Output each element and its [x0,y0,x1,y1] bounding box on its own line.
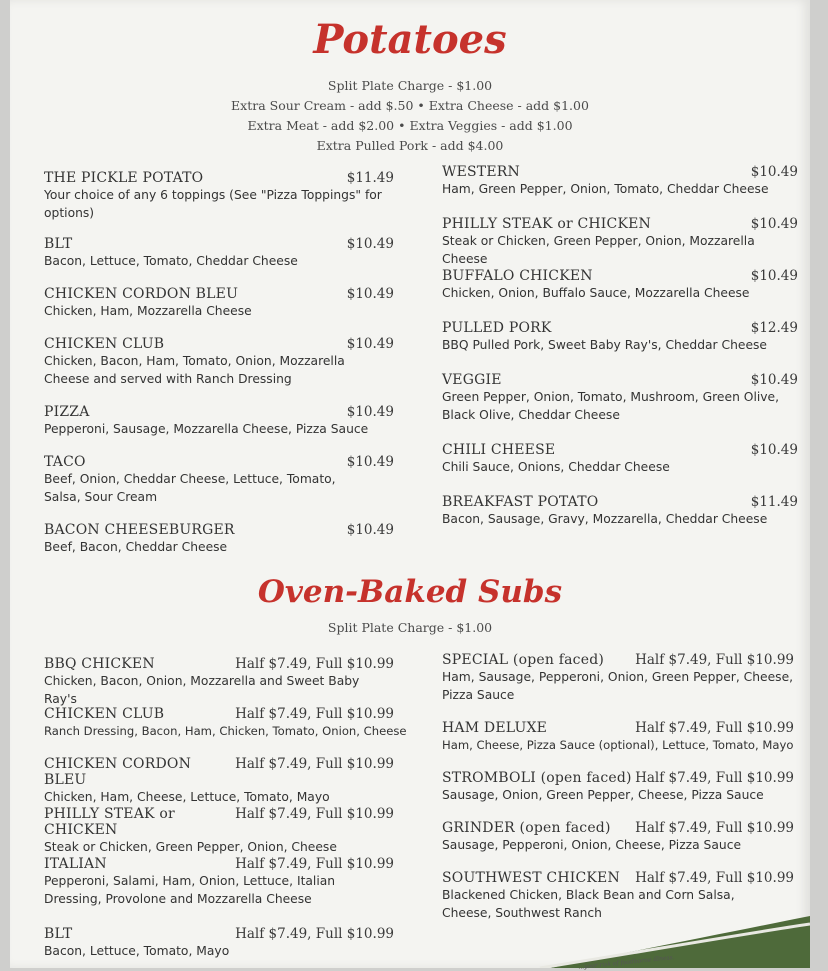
item-name: BBQ CHICKEN [44,656,155,672]
item-desc: Your choice of any 6 toppings (See "Pizza Toppings" for options) [44,188,382,220]
item-desc: Chicken, Ham, Cheese, Lettuce, Tomato, Mayo [44,790,330,804]
item-desc: Ranch Dressing, Bacon, Ham, Chicken, Tomato, Onion, Cheese [44,724,407,738]
item-price: $10.49 [346,236,394,252]
item-name: TACO [44,454,86,470]
item-price: $10.49 [346,286,394,302]
item-name: CHICKEN CORDON BLEU [44,756,192,788]
item-price: Half $7.49, Full $10.99 [235,806,394,822]
menu-item [44,454,394,516]
potatoes-note: Split Plate Charge - $1.00 [327,78,493,93]
item-desc: Beef, Onion, Cheddar Cheese, Lettuce, Tomato, Salsa, Sour Cream [44,472,336,504]
item-name: PIZZA [44,404,90,420]
item-name: THE PICKLE POTATO [44,170,204,186]
item-price: $10.49 [346,336,394,352]
menu-item [44,336,394,398]
item-name: STROMBOLI (open faced) [442,770,632,786]
item-desc: BBQ Pulled Pork, Sweet Baby Ray's, Cheddar Cheese [442,338,767,352]
item-name: BREAKFAST POTATO [442,494,599,510]
item-name: CHILI CHEESE [442,442,556,458]
item-name: GRINDER (open faced) [442,820,611,836]
menu-item [442,494,798,538]
menu-item [44,404,394,448]
menu-item [44,706,407,750]
menu-item [44,926,394,966]
item-price: $10.49 [750,372,798,388]
subs-left-column [44,656,407,966]
item-price: $10.49 [346,522,394,538]
potatoes-right-column [442,164,798,538]
item-name: CHICKEN CORDON BLEU [44,286,239,302]
subs-right-column [442,652,794,932]
menu-item [442,216,798,266]
item-price: Half $7.49, Full $10.99 [635,870,794,886]
item-price: $11.49 [750,494,798,510]
potatoes-note: Extra Meat - add $2.00 • Extra Veggies - add $1.00 [247,118,573,133]
menu-item [442,372,798,434]
item-desc: Sausage, Pepperoni, Onion, Cheese, Pizza Sauce [442,838,742,852]
potatoes-note: Extra Pulled Pork - add $4.00 [316,138,504,153]
item-price: Half $7.49, Full $10.99 [235,926,394,942]
menu-item [44,856,394,918]
item-name: PHILLY STEAK or CHICKEN [442,216,651,232]
item-name: VEGGIE [442,372,502,388]
item-desc: Chicken, Bacon, Ham, Tomato, Onion, Mozzarella Cheese and served with Ranch Dressing [44,354,345,386]
menu-item [442,164,798,208]
item-desc: Chicken, Bacon, Onion, Mozzarella and Sweet Baby Ray's [44,674,360,706]
item-name: BACON CHEESEBURGER [44,522,235,538]
item-name: CHICKEN CLUB [44,706,165,722]
item-price: Half $7.49, Full $10.99 [635,720,794,736]
item-desc: Bacon, Lettuce, Tomato, Mayo [44,944,230,958]
item-price: Half $7.49, Full $10.99 [635,820,794,836]
item-name: HAM DELUXE [442,720,548,736]
item-price: Half $7.49, Full $10.99 [235,856,394,872]
fine-print: ...your risk of foodborne illness. [578,953,676,971]
menu-item [44,236,394,280]
item-price: $10.49 [346,404,394,420]
item-price: Half $7.49, Full $10.99 [635,770,794,786]
item-name: ITALIAN [44,856,107,872]
item-name: SOUTHWEST CHICKEN [442,870,620,886]
item-desc: Blackened Chicken, Black Bean and Corn Salsa, Cheese, Southwest Ranch [442,888,735,920]
item-price: $10.49 [750,164,798,180]
item-name: CHICKEN CLUB [44,336,165,352]
menu-item [44,170,394,226]
item-name: WESTERN [442,164,520,180]
item-desc: Beef, Bacon, Cheddar Cheese [44,540,228,554]
item-name: BLT [44,926,73,942]
item-desc: Pepperoni, Salami, Ham, Onion, Lettuce, Italian Dressing, Provolone and Mozzarella Cheese [44,874,336,906]
item-name: BUFFALO CHICKEN [442,268,593,284]
item-desc: Ham, Green Pepper, Onion, Tomato, Cheddar Cheese [442,182,769,196]
menu-item [44,756,394,804]
item-price: Half $7.49, Full $10.99 [235,656,394,672]
item-desc: Chicken, Onion, Buffalo Sauce, Mozzarella Cheese [442,286,750,300]
item-price: $10.49 [346,454,394,470]
item-price: $12.49 [750,320,798,336]
item-desc: Chili Sauce, Onions, Cheddar Cheese [442,460,670,474]
menu-item [442,442,798,486]
item-desc: Ham, Cheese, Pizza Sauce (optional), Lettuce, Tomato, Mayo [442,738,794,752]
item-desc: Steak or Chicken, Green Pepper, Onion, Mozzarella Cheese [442,234,755,266]
item-desc: Pepperoni, Sausage, Mozzarella Cheese, Pizza Sauce [44,422,369,436]
menu-item [442,320,798,364]
menu-item [442,770,794,814]
menu-item [442,652,794,714]
item-desc: Chicken, Ham, Mozzarella Cheese [44,304,252,318]
item-desc: Steak or Chicken, Green Pepper, Onion, Cheese [44,840,337,854]
menu-item [44,656,394,706]
item-price: $10.49 [750,268,798,284]
item-desc: Green Pepper, Onion, Tomato, Mushroom, Green Olive, Black Olive, Cheddar Cheese [442,390,780,422]
menu-item [44,806,394,854]
subs-title: Oven-Baked Subs [257,574,563,610]
potatoes-note: Extra Sour Cream - add $.50 • Extra Cheese - add $1.00 [231,98,589,113]
menu-page [10,0,810,971]
menu-item [442,720,794,764]
item-name: PHILLY STEAK or CHICKEN [44,806,175,838]
menu-item [44,286,394,330]
potatoes-left-column [44,170,394,566]
menu-item [44,522,394,566]
item-price: $10.49 [750,442,798,458]
potatoes-title: Potatoes [313,16,507,63]
menu-item [442,820,794,864]
item-desc: Bacon, Lettuce, Tomato, Cheddar Cheese [44,254,298,268]
subs-note: Split Plate Charge - $1.00 [327,620,493,635]
item-name: SPECIAL (open faced) [442,652,605,668]
item-price: Half $7.49, Full $10.99 [235,706,394,722]
item-desc: Sausage, Onion, Green Pepper, Cheese, Pizza Sauce [442,788,764,802]
item-price: $11.49 [346,170,394,186]
item-price: Half $7.49, Full $10.99 [635,652,794,668]
item-desc: Bacon, Sausage, Gravy, Mozzarella, Cheddar Cheese [442,512,768,526]
item-name: PULLED PORK [442,320,552,336]
item-desc: Ham, Sausage, Pepperoni, Onion, Green Pepper, Cheese, Pizza Sauce [442,670,794,702]
item-price: Half $7.49, Full $10.99 [235,756,394,772]
menu-item [442,268,798,312]
item-name: BLT [44,236,73,252]
item-price: $10.49 [750,216,798,232]
